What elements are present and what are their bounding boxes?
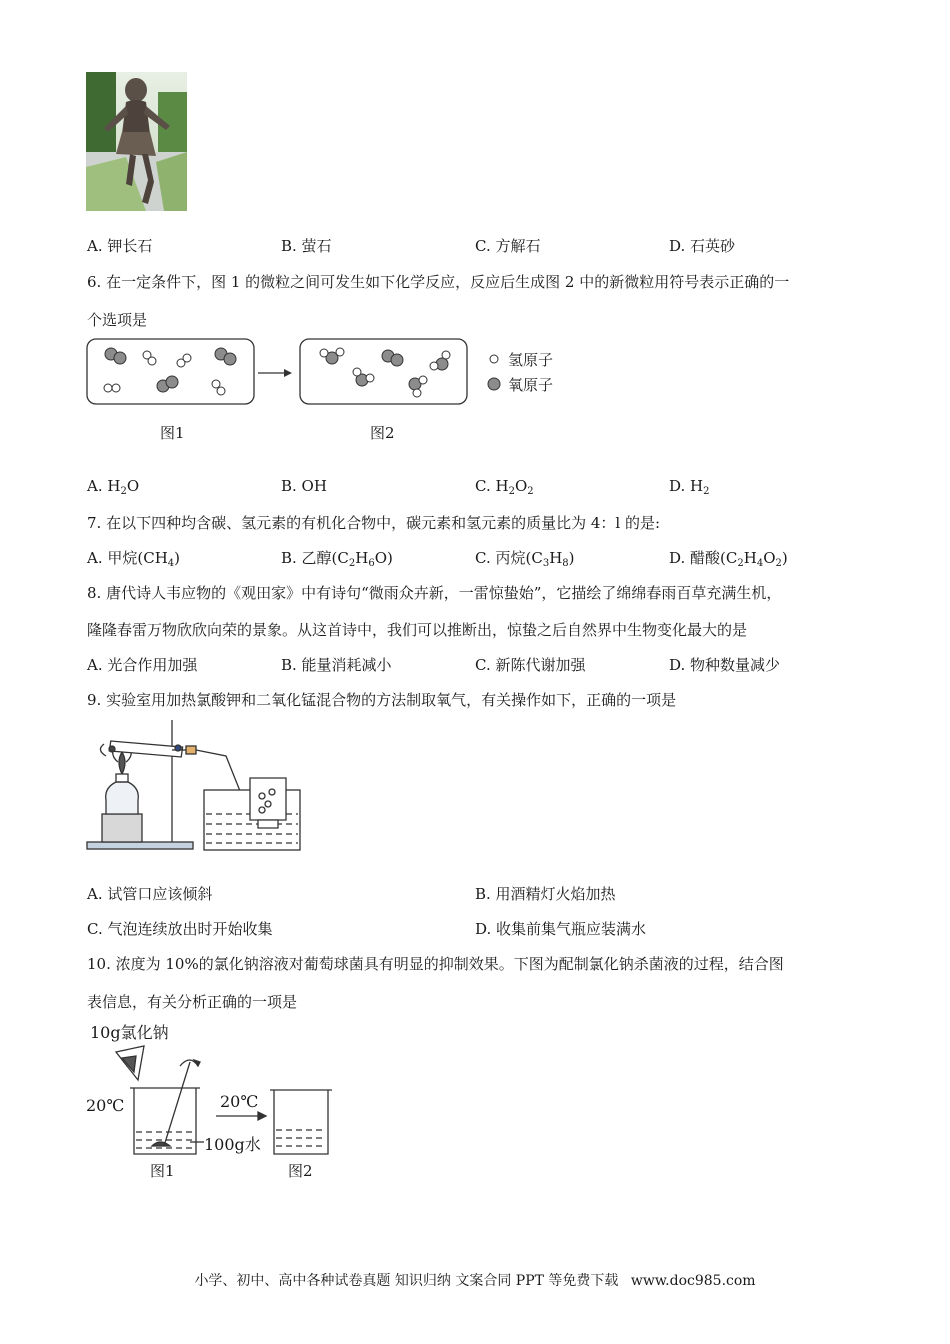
q10-fig2-caption: 图2 — [288, 1162, 313, 1180]
oxygen-legend-icon — [488, 378, 500, 390]
q9-option-b: B. 用酒精灯火焰加热 — [475, 885, 616, 903]
temp-arrow-label: 20℃ — [220, 1092, 259, 1111]
q8-option-d: D. 物种数量减少 — [669, 656, 781, 674]
q10-beaker-diagram — [86, 1018, 346, 1188]
q8-option-b: B. 能量消耗减小 — [281, 656, 392, 674]
statue-photo — [86, 72, 187, 211]
q6-molecule-diagram — [86, 336, 566, 446]
q6-option-c: C. $H_2O_2$ — [475, 477, 534, 497]
q10-stem-line1: 10. 浓度为 10%的氯化钠溶液对葡萄球菌具有明显的抑制效果。下图为配制氯化钠杀菌液的过程，结合图 — [87, 955, 784, 973]
q6-stem-line2: 个选项是 — [87, 311, 148, 329]
fig1-caption: 图1 — [160, 424, 185, 442]
q5-option-a: A. 钾长石 — [87, 237, 153, 255]
reaction-arrow — [258, 369, 292, 377]
q8-stem-line2: 隆隆春雷万物欣欣向荣的景象。从这首诗中，我们可以推断出，惊蛰之后自然界中生物变化最大的是 — [87, 621, 748, 639]
q6-option-d: D. $H_2$ — [669, 477, 710, 497]
q7-option-d: D. 醋酸$(C_2H_4O_2)$ — [669, 549, 788, 569]
legend-oxygen-label: 氧原子 — [508, 376, 554, 394]
hydrogen-legend-icon — [490, 355, 498, 363]
q8-option-c: C. 新陈代谢加强 — [475, 656, 586, 674]
legend-hydrogen-label: 氢原子 — [508, 351, 554, 369]
footer-text: 小学、初中、高中各种试卷真题 知识归纳 文案合同 PPT 等免费下载 — [194, 1273, 619, 1289]
q7-option-a: A. 甲烷$(CH_4)$ — [87, 549, 181, 569]
oxygen-apparatus-diagram — [86, 716, 306, 856]
q5-option-c: C. 方解石 — [475, 237, 541, 255]
q9-option-a: A. 试管口应该倾斜 — [87, 885, 213, 903]
q6-option-a: A. $H_2O$ — [87, 477, 140, 497]
statue-image — [86, 72, 187, 211]
water-label: 100g水 — [204, 1135, 261, 1154]
q5-option-b: B. 萤石 — [281, 237, 332, 255]
q9-option-c: C. 气泡连续放出时开始收集 — [87, 920, 273, 938]
q8-option-a: A. 光合作用加强 — [87, 656, 198, 674]
page-footer — [0, 1270, 950, 1290]
q7-stem: 7. 在以下四种均含碳、氢元素的有机化合物中，碳元素和氢元素的质量比为 4：l 的是: — [87, 514, 661, 532]
q9-stem: 9. 实验室用加热氯酸钾和二氧化锰混合物的方法制取氧气，有关操作如下，正确的一项是 — [87, 691, 677, 709]
fig2-caption: 图2 — [370, 424, 395, 442]
q6-stem-line1: 6. 在一定条件下，图 1 的微粒之间可发生如下化学反应，反应后生成图 2 中的新微粒用符号表示正确的一 — [87, 273, 790, 291]
q7-option-b: B. 乙醇$(C_2H_6O)$ — [281, 549, 393, 569]
q7-option-c: C. 丙烷$(C_3H_8)$ — [475, 549, 575, 569]
q9-option-d: D. 收集前集气瓶应装满水 — [475, 920, 647, 938]
q10-fig1-caption: 图1 — [150, 1162, 175, 1180]
apparatus-figure — [86, 716, 306, 856]
footer-url[interactable]: www.doc985.com — [630, 1273, 756, 1289]
temp-left-label: 20℃ — [86, 1096, 125, 1115]
q5-option-d: D. 石英砂 — [669, 237, 736, 255]
salt-label: 10g氯化钠 — [90, 1023, 169, 1042]
q8-stem-line1: 8. 唐代诗人韦应物的《观田家》中有诗句“微雨众卉新，一雷惊蛰始”，它描绘了绵绵春雨百草充满生机， — [87, 584, 782, 602]
q6-option-b: B. OH — [281, 477, 327, 495]
molecule-figure — [86, 336, 566, 446]
q10-stem-line2: 表信息，有关分析正确的一项是 — [87, 993, 298, 1011]
